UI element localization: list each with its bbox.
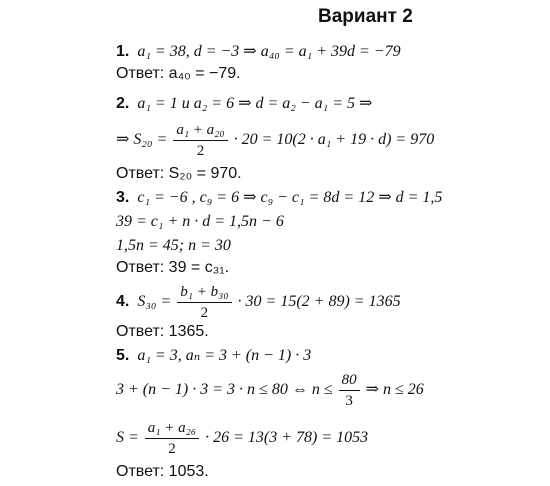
- task-4-fraction: [177, 283, 231, 322]
- task-5-line-3: [116, 418, 368, 458]
- task-5-inequality-fraction: [339, 371, 360, 410]
- task-5-sum-lead: S =: [116, 429, 139, 446]
- task-5-answer: Ответ: 1053.: [116, 463, 209, 480]
- task-2-fraction-numerator: a₁ + a₂₀: [173, 121, 227, 141]
- task-2-sum-tail: · 20 = 10(2 · a₁ + 19 · d) = 970: [233, 131, 435, 148]
- task-3-line-3: 1,5n = 45; n = 30: [116, 237, 231, 254]
- task-5-line-1: [116, 346, 311, 366]
- task-3-formula: c₁ = −6 , c₉ = 6 ⇒ c₉ − c₁ = 8d = 12 ⇒ d = 1,5: [137, 189, 443, 206]
- task-1-number: 1.: [116, 43, 130, 60]
- task-2-line-1: [116, 94, 372, 114]
- task-1-answer: Ответ: a₄₀ = −79.: [116, 65, 241, 82]
- task-4-answer: Ответ: 1365.: [116, 323, 209, 340]
- task-5-line-2: [116, 370, 424, 410]
- task-2-sum-lead: ⇒ S₂₀ =: [116, 131, 168, 148]
- task-5-formula: a₁ = 3, aₙ = 3 + (n − 1) · 3: [137, 347, 312, 364]
- task-3-line-2: 39 = c₁ + n · d = 1,5n − 6: [116, 213, 284, 230]
- task-4-line-1: [116, 282, 401, 322]
- task-4-sum-lead: S₃₀ =: [137, 293, 172, 310]
- task-2-fraction: [173, 121, 227, 160]
- task-1-line-1: [116, 42, 401, 62]
- task-2-answer: Ответ: S₂₀ = 970.: [116, 165, 242, 182]
- task-5-inequality-tail: ⇒ n ≤ 26: [365, 381, 424, 398]
- page-title: Вариант 2: [318, 6, 413, 27]
- task-2-fraction-denominator: 2: [196, 142, 205, 159]
- task-3-number: 3.: [116, 189, 130, 206]
- task-3-answer: Ответ: 39 = c₃₁.: [116, 259, 230, 276]
- task-2-formula: a₁ = 1 и a₂ = 6 ⇒ d = a₂ − a₁ = 5 ⇒: [137, 95, 373, 112]
- task-5-inequality-fraction-denominator: 3: [345, 392, 353, 409]
- task-5-number: 5.: [116, 347, 130, 364]
- task-3-line-1: [116, 188, 442, 208]
- task-4-sum-tail: · 30 = 15(2 + 89) = 1365: [237, 293, 401, 310]
- task-5-sum-tail: · 26 = 13(3 + 78) = 1053: [205, 429, 369, 446]
- task-4-fraction-denominator: 2: [200, 304, 209, 321]
- task-5-inequality-fraction-numerator: 80: [339, 371, 360, 391]
- task-4-fraction-numerator: b₁ + b₃₀: [177, 283, 231, 303]
- task-5-sum-fraction-denominator: 2: [168, 440, 176, 457]
- task-2-line-2: [116, 120, 434, 160]
- task-5-sum-fraction-numerator: a₁ + a₂₆: [145, 419, 199, 439]
- task-5-inequality-lead: 3 + (n − 1) · 3 = 3 · n ≤ 80 ⇔ n ≤: [116, 381, 333, 398]
- task-5-sum-fraction: [145, 419, 199, 458]
- task-4-number: 4.: [116, 293, 130, 310]
- task-1-formula: a₁ = 38, d = −3 ⇒ a₄₀ = a₁ + 39d = −79: [137, 43, 401, 60]
- task-2-number: 2.: [116, 95, 130, 112]
